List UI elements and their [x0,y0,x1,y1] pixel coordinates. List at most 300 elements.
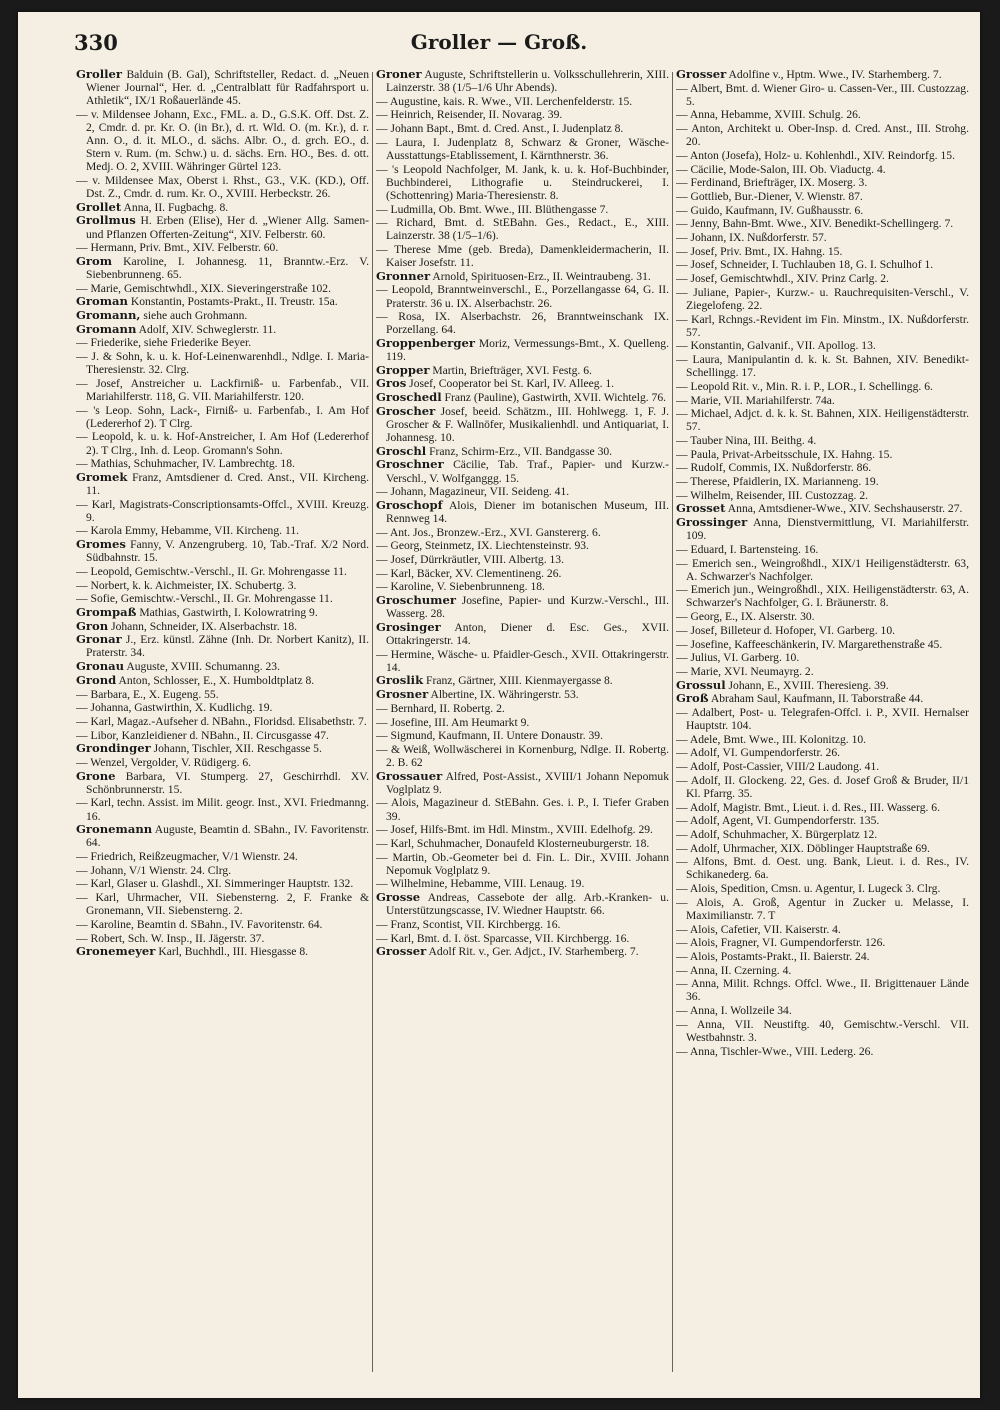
directory-entry [76,715,369,728]
entry-text: — Alfons, Bmt. d. Oest. ung. Bank, Lieut. i. d. Res., IV. Schikanederg. 6a. [676,855,969,882]
entry-text: Anna, Amtsdiener-Wwe., XIV. Sechshauserstr. 27. [725,502,963,516]
directory-entry [376,702,669,715]
entry-text: — v. Mildensee Max, Oberst i. Rhst., G3., V.K. (KD.), Off. Dst. Z., Cmdr. d. rum. Kr. O., XVIII. Herbeckstr. 26. [76,173,369,201]
entry-text: — Adolf, Magistr. Bmt., Lieut. i. d. Res., III. Wasserg. 6. [676,800,940,814]
directory-columns [76,68,976,1388]
entry-surname: Gronau [76,659,125,674]
directory-entry [376,891,669,917]
entry-text: Franz, Gärtner, XIII. Kienmayergasse 8. [423,674,613,688]
entry-surname: Groschner [376,457,444,472]
entry-text: — Ant. Jos., Bronzew.-Erz., XVI. Ganstererg. 6. [376,525,601,539]
directory-entry [76,174,369,200]
directory-entry [676,407,969,433]
entry-text: Martin, Briefträger, XVI. Festg. 6. [429,363,592,377]
entry-text: — Franz, Scontist, VII. Kirchbergg. 16. [376,917,561,931]
directory-entry [676,122,969,148]
page-number: 330 [74,30,118,55]
entry-text: Auguste, Schriftstellerin u. Volksschullehrerin, XIII. Lainzerstr. 38 (1/5–1/6 Uhr Abends). [386,68,669,95]
directory-entry [376,553,669,566]
directory-entry [676,1004,969,1017]
entry-text: — Martin, Ob.-Geometer bei d. Fin. L. Dir., XVIII. Johann Nepomuk Voglplatz 9. [376,850,669,877]
entry-text: — Ferdinand, Briefträger, IX. Moserg. 3. [676,176,868,190]
entry-text: — Anna, Tischler-Wwe., VIII. Lederg. 26. [676,1044,874,1058]
directory-entry [676,245,969,258]
directory-entry [376,122,669,135]
directory-entry [676,624,969,637]
directory-entry [76,688,369,701]
entry-surname: Groschopf [376,497,443,512]
directory-entry [376,377,669,390]
directory-entry [76,241,369,254]
directory-entry [676,977,969,1003]
entry-surname: Grollmus [76,213,136,228]
entry-text: — Adalbert, Post- u. Telegrafen-Offcl. i. P., XVII. Hernalser Hauptstr. 104. [676,705,969,733]
directory-entry [676,108,969,121]
directory-entry [676,950,969,963]
entry-text: — Heinrich, Reisender, II. Novarag. 39. [376,108,563,122]
entry-text: — & Weiß, Wollwäscherei in Kornenburg, Ndlge. II. Robertg. 2. B. 62 [376,742,669,769]
entry-text: — Leopold, Gemischtw.-Verschl., II. Gr. Mohrengasse 11. [76,564,347,578]
entry-text: Josef, Cooperator bei St. Karl, IV. Alleeg. 1. [406,377,615,391]
entry-text: — Josef, Schneider, I. Tuchlauben 18, G. I. Schulhof 1. [676,258,934,272]
entry-surname: Grondinger [76,741,151,756]
entry-text: — Mathias, Schuhmacher, IV. Lambrechtg. 18. [76,457,295,471]
directory-entry [676,82,969,108]
directory-entry [676,231,969,244]
entry-text: — Karl, Magistrats-Conscriptionsamts-Offcl., XVIII. Kreuzg. 9. [76,497,369,524]
directory-entry [76,498,369,524]
directory-entry [376,945,669,958]
directory-entry [76,729,369,742]
directory-entry [76,350,369,376]
entry-text: — Karl, Glaser u. Glashdl., XI. Simmeringer Hauptstr. 132. [76,877,354,891]
entry-text: H. Erben (Elise), Her d. „Wiener Allg. Samen- und Pflanzen Offerten-Zeitung“, XIV. Felberstr. 60. [86,214,369,241]
directory-entry [676,461,969,474]
directory-entry [76,457,369,470]
directory-entry [376,567,669,580]
directory-entry [76,404,369,430]
page-header [18,30,980,66]
directory-entry [376,770,669,796]
entry-text: — Augustine, kais. R. Wwe., VII. Lerchenfelderstr. 15. [376,94,633,108]
entry-text: Anna, II. Fugbachg. 8. [121,200,229,214]
entry-surname: Grossauer [376,768,443,783]
entry-surname: Grosset [676,501,726,516]
directory-entry [376,95,669,108]
entry-text: — Jenny, Bahn-Bmt. Wwe., XIV. Benedikt-Schellingerg. 7. [676,217,954,231]
directory-entry [676,583,969,609]
entry-text: — Wilhelm, Reisender, III. Custozzag. 2. [676,488,869,502]
directory-entry [676,760,969,773]
entry-text: — Georg, Steinmetz, IX. Liechtensteinstr. 93. [376,539,589,553]
entry-text: Arnold, Spirituosen-Erz., II. Weintraubeng. 31. [430,269,651,283]
directory-entry [376,594,669,620]
directory-entry [676,733,969,746]
directory-entry [76,864,369,877]
entry-text: — v. Mildensee Johann, Exc., FML. a. D., G.S.K. Off. Dst. Z. 2, Cmdr. d. pr. Kr. O. (in Br.), d. rt. Wld. O. (m. Kr.), d. r. Ann. O., d. it. MLO., d. sächs. Albr. O., d. grch. EO., d. Stern v. Rum. (m. Schw.) u. d. sächs. Ern. HO., Bes. d. ott. Medj. O. 2, XVIII. Währinger Gürtel 123. [76,107,369,174]
entry-text: Anna, Dienstvermittlung, VI. Mariahilferstr. 109. [686,516,969,543]
directory-entry [376,837,669,850]
entry-surname: Groß [676,691,709,706]
directory-entry [676,692,969,705]
entry-text: — Adolf, Agent, VI. Gumpendorferstr. 135. [676,814,880,828]
directory-entry [676,176,969,189]
directory-entry [376,823,669,836]
directory-entry [676,923,969,936]
directory-entry [76,68,369,107]
directory-entry [76,877,369,890]
directory-entry [676,502,969,515]
entry-text: Josef, beeid. Schätzm., III. Hohlwegg. 1, F. J. Groscher & F. Wallnöfer, Musikalienhdl. und Antiquariat, I. Johannesg. 10. [386,404,669,445]
entry-text: — Norbert, k. k. Aichmeister, IX. Schubertg. 3. [76,578,297,592]
directory-entry [676,665,969,678]
directory-entry [676,842,969,855]
directory-entry [76,214,369,240]
directory-entry [676,543,969,556]
entry-text: — Therese Mme (geb. Breda), Damenkleidermacherin, II. Kaiser Josefstr. 11. [376,242,669,270]
directory-entry [676,557,969,583]
directory-entry [76,606,369,619]
entry-text: — Ludmilla, Ob. Bmt. Wwe., III. Blüthengasse 7. [376,202,609,216]
entry-text: — Gottlieb, Bur.-Diener, V. Wienstr. 87. [676,190,863,203]
entry-surname: Groschl [376,443,427,458]
entry-surname: Gromek [76,469,128,484]
directory-entry [76,918,369,931]
column-divider [372,72,373,1372]
entry-surname: Grosser [676,68,727,81]
entry-surname: Grond [76,672,117,687]
directory-entry [76,756,369,769]
entry-text: — Josef, Gemischtwhdl., XIV. Prinz Carlg. 2. [676,272,889,286]
directory-page [18,12,980,1398]
directory-entry [376,485,669,498]
directory-entry [676,746,969,759]
directory-entry [76,579,369,592]
entry-surname: Groner [376,68,422,81]
entry-text: — Karoline, V. Siebenbrunneng. 18. [376,580,545,594]
entry-text: Franz (Pauline), Gastwirth, XVII. Wichtelg. 76. [441,391,667,405]
directory-entry [676,353,969,379]
entry-surname: Grollet [76,199,122,214]
entry-text: — Anna, I. Wollzeile 34. [676,1004,792,1018]
entry-text: — Laura, Manipulantin d. k. k. St. Bahnen, XIV. Benedikt-Schellingg. 17. [676,353,969,380]
entry-surname: Gromes [76,537,126,552]
directory-entry [76,633,369,659]
directory-entry [76,742,369,755]
directory-entry [676,896,969,922]
entry-text: — Laura, I. Judenplatz 8, Schwarz & Groner, Wäsche-Ausstattungs-Etablissement, I. Kärnthnerstr. 36. [376,135,669,162]
directory-entry [376,851,669,877]
directory-entry [76,850,369,863]
entry-surname: Groller [76,68,123,81]
entry-text: — Alois, Fragner, VI. Gumpendorferstr. 126. [676,936,886,950]
entry-text: — Cäcilie, Mode-Salon, III. Ob. Viaductg. 4. [676,162,886,176]
entry-text: Adolfine v., Hptm. Wwe., IV. Starhemberg. 7. [726,68,942,81]
entry-text: — Rosa, IX. Alserbachstr. 26, Branntweinschank IX. Porzellang. 64. [376,310,669,337]
entry-text: Auguste, XVIII. Schumanng. 23. [124,660,280,674]
directory-entry [76,524,369,537]
entry-text: — Emerich sen., Weingroßhdl., XIX/1 Heiligenstädterstr. 63, A. Schwarzer's Nachfolger. [676,556,969,583]
entry-text: — Wenzel, Vergolder, V. Rüdigerg. 6. [76,755,252,769]
entry-text: — Karoline, Beamtin d. SBahn., IV. Favoritenstr. 64. [76,917,323,931]
directory-entry [76,823,369,849]
directory-entry [376,688,669,701]
column-divider [672,72,673,1372]
entry-text: Alois, Diener im botanischen Museum, III. Rennweg 14. [386,498,669,525]
entry-text: — Friedrich, Reißzeugmacher, V/1 Wienstr. 24. [76,850,298,863]
entry-text: — 's Leop. Sohn, Lack-, Firniß- u. Farbenfab., I. Am Hof (Ledererhof 2). T Clrg. [76,403,369,430]
directory-entry [376,391,669,404]
entry-text: — Anna, II. Czerning. 4. [676,963,792,977]
directory-entry [376,310,669,336]
entry-text: Franz, Schirm-Erz., VII. Bandgasse 30. [426,444,613,458]
entry-text: — Anna, VII. Neustiftg. 40, Gemischtw.-Verschl. VII. Westbahnstr. 3. [676,1017,969,1044]
directory-entry [676,258,969,271]
entry-text: Andreas, Cassebote der allg. Arb.-Kranken- u. Unterstützungscasse, IV. Wiedner Hauptstr. 66. [386,891,669,918]
entry-text: — Adolf, Schuhmacher, X. Bürgerplatz 12. [676,827,878,841]
entry-surname: Grompaß [76,605,137,619]
entry-text: — Paula, Privat-Arbeitsschule, IX. Hahng. 15. [676,447,893,461]
directory-entry [376,405,669,444]
entry-text: Josefine, Papier- und Kurzw.-Verschl., III. Wasserg. 28. [386,594,669,621]
entry-text: Barbara, VI. Stumperg. 27, Geschirrhdl. XV. Schönbrunnerstr. 15. [86,769,369,796]
entry-surname: Grossinger [676,515,748,530]
directory-entry [76,323,369,336]
entry-text: — Karl, Bäcker, XV. Clementineng. 26. [376,566,562,580]
entry-text: — Alois, Postamts-Prakt., II. Baierstr. 24. [676,949,870,963]
directory-entry [376,674,669,687]
directory-entry [376,203,669,216]
entry-text: — J. & Sohn, k. u. k. Hof-Leinenwarenhdl., Ndlge. I. Maria-Theresienstr. 32. Clrg. [76,350,369,377]
entry-text: — Karl, Bmt. d. I. öst. Sparcasse, VII. Kirchbergg. 16. [376,931,630,945]
entry-text: Abraham Saul, Kaufmann, II. Taborstraße 44. [708,692,924,706]
directory-entry [376,458,669,484]
directory-entry [676,149,969,162]
entry-text: — Marie, VII. Mariahilferstr. 74a. [676,393,835,407]
entry-text: — Alois, Cafetier, VII. Kaiserstr. 4. [676,922,841,936]
directory-entry [76,620,369,633]
directory-entry [376,243,669,269]
entry-text: Karoline, I. Johannesg. 11, Branntw.-Erz. V. Siebenbrunneng. 65. [86,254,369,281]
directory-entry [676,814,969,827]
directory-entry [76,377,369,403]
entry-text: Auguste, Beamtin d. SBahn., IV. Favoritenstr. 64. [86,823,369,850]
entry-text: — Robert, Sch. W. Insp., II. Jägerstr. 37. [76,931,265,945]
directory-entry [76,932,369,945]
directory-entry [676,190,969,203]
directory-entry [676,68,969,81]
column-2 [376,68,669,1388]
entry-text: Johann, Tischler, XII. Reschgasse 5. [150,742,322,756]
entry-text: — Josefine, Kaffeeschänkerin, IV. Margarethenstraße 45. [676,637,943,651]
directory-entry [676,380,969,393]
entry-text: — Anna, Hebamme, XVIII. Schulg. 26. [676,108,861,122]
entry-text: — Wilhelmine, Hebamme, VIII. Lenaug. 19. [376,877,585,891]
directory-entry [376,932,669,945]
directory-entry [676,217,969,230]
entry-text: — Adolf, Uhrmacher, XIX. Döblinger Hauptstraße 69. [676,841,930,855]
entry-surname: Gronemeyer [76,944,156,959]
entry-text: — Barbara, E., X. Eugeng. 55. [76,687,219,701]
directory-entry [676,610,969,623]
directory-entry [676,774,969,800]
directory-entry [676,882,969,895]
entry-surname: Gronar [76,632,122,647]
directory-entry [676,679,969,692]
entry-text: Mathias, Gastwirth, I. Kolowratring 9. [136,606,318,619]
directory-entry [676,286,969,312]
directory-entry [376,580,669,593]
entry-text: — Karola Emmy, Hebamme, VII. Kircheng. 11. [76,524,300,538]
entry-surname: Grossul [676,677,726,692]
directory-entry [76,538,369,564]
entry-text: — Konstantin, Galvanif., VII. Apollog. 13. [676,339,876,353]
entry-text: — Anna, Milit. Rchngs. Offcl. Wwe., II. Brigittenauer Lände 36. [676,977,969,1004]
entry-surname: Gropper [376,362,430,377]
entry-surname: Gros [376,376,407,391]
entry-surname: Grosinger [376,619,441,634]
entry-text: siehe auch Grohmann. [140,309,248,323]
directory-entry [676,964,969,977]
entry-surname: Groscher [376,403,436,418]
entry-text: — Richard, Bmt. d. StEBahn. Ges., Redact., E., XIII. Lainzerstr. 38 (1/5–1/6). [376,216,669,243]
entry-surname: Groslik [376,673,424,688]
entry-text: — Albert, Bmt. d. Wiener Giro- u. Cassen-Ver., III. Custozzag. 5. [676,81,969,108]
entry-text: — Eduard, I. Bartensteing. 16. [676,542,819,556]
directory-entry [376,445,669,458]
entry-surname: Gromann [76,321,137,336]
directory-entry [76,282,369,295]
entry-surname: Gronemann [76,822,153,837]
directory-entry [676,855,969,881]
directory-entry [76,770,369,796]
entry-text: — Leopold, Branntweinverschl., E., Porzellangasse 64, G. II. Praterstr. 36 u. IX. Alserbachstr. 26. [376,283,669,310]
entry-text: Balduin (B. Gal), Schriftsteller, Redact. d. „Neuen Wiener Journal“, Her. d. „Centralblatt für Radfahrsport u. Athletik“, IX/1 Roßauerlände 45. [86,68,369,108]
directory-entry [376,68,669,94]
directory-entry [676,638,969,651]
directory-entry [76,108,369,173]
entry-text: — Alois, Magazineur d. StEBahn. Ges. i. P., I. Tiefer Graben 39. [376,796,669,823]
entry-text: — Johann, Magazineur, VII. Seideng. 41. [376,485,570,499]
directory-entry [676,394,969,407]
entry-text: — Johann Bapt., Bmt. d. Cred. Anst., I. Judenplatz 8. [376,122,624,136]
directory-entry [376,270,669,283]
entry-text: J., Erz. künstl. Zähne (Inh. Dr. Norbert Kanitz), II. Praterstr. 34. [86,633,369,660]
entry-text: — Hermann, Priv. Bmt., XIV. Felberstr. 60. [76,241,279,255]
directory-entry [376,539,669,552]
entry-text: Franz, Amtsdiener d. Cred. Anst., VII. Kircheng. 11. [86,470,369,497]
entry-surname: Groschedl [376,390,442,405]
column-1 [76,68,369,1388]
entry-surname: Grosner [376,687,429,702]
directory-entry [676,1045,969,1058]
entry-text: — Julius, VI. Garberg. 10. [676,651,800,665]
entry-text: — 's Leopold Nachfolger, M. Jank, k. u. k. Hof-Buchbinder, Buchbinderei, Lithografie u. Steindruckerei, I. (Schottenring) Maria-Theresienstr. 8. [376,162,669,202]
column-3 [676,68,969,1388]
directory-entry [76,309,369,322]
directory-entry [676,475,969,488]
entry-text: — Alois, Spedition, Cmsn. u. Agentur, I. Lugeck 3. Clrg. [676,882,941,896]
directory-entry [676,204,969,217]
entry-text: Karl, Buchhdl., III. Hiesgasse 8. [155,945,309,959]
directory-entry [676,828,969,841]
entry-text: — Josef, Anstreicher u. Lackfirniß- u. Farbenfab., VII. Mariahilferstr. 118, G. VII. Mariahilferstr. 120. [76,376,369,403]
directory-entry [376,918,669,931]
entry-text: — Adele, Bmt. Wwe., III. Kolonitzg. 10. [676,732,867,746]
entry-text: — Libor, Kanzleidiener d. NBahn., II. Circusgasse 47. [76,728,329,742]
entry-text: Albertine, IX. Währingerstr. 53. [428,688,579,702]
entry-text: — Emerich jun., Weingroßhdl., XIX. Heiligenstädterstr. 63, A. Schwarzer's Nachfolger, G. I. Bräunerstr. 8. [676,583,969,610]
entry-text: Konstantin, Postamts-Prakt., II. Treustr. 15a. [127,295,338,309]
entry-text: Cäcilie, Tab. Traf., Papier- und Kurzw.-Verschl., V. Wolfganggg. 15. [386,458,669,485]
entry-text: — Leopold Rit. v., Min. R. i. P., LOR., I. Schellingg. 6. [676,379,933,393]
directory-entry [676,651,969,664]
entry-surname: Groschumer [376,593,456,608]
entry-text: — Josef, Hilfs-Bmt. im Hdl. Minstm., XVIII. Edelhofg. 29. [376,823,653,837]
directory-entry [376,163,669,202]
directory-entry [376,364,669,377]
directory-entry [76,592,369,605]
directory-entry [76,430,369,456]
entry-text: Anton, Schlosser, E., X. Humboldtplatz 8. [116,673,315,687]
directory-entry [376,283,669,309]
entry-surname: Groman [76,294,128,309]
entry-text: — Josef, Priv. Bmt., IX. Hahng. 15. [676,244,843,258]
directory-entry [376,648,669,674]
directory-entry [76,891,369,917]
entry-text: — Hermine, Wäsche- u. Pfaidler-Gesch., XVII. Ottakringerstr. 14. [376,647,669,674]
directory-entry [376,729,669,742]
entry-text: — Anton, Architekt u. Ober-Insp. d. Cred. Anst., III. Strohg. 20. [676,122,969,149]
directory-entry [676,936,969,949]
entry-surname: Gron [76,618,109,633]
directory-entry [676,272,969,285]
entry-surname: Grone [76,768,116,783]
directory-entry [376,796,669,822]
directory-entry [676,489,969,502]
entry-text: — Karl, Uhrmacher, VII. Siebensterng. 2, F. Franke & Gronemann, VII. Siebensterng. 2. [76,891,369,918]
directory-entry [76,201,369,214]
entry-text: — Johanna, Gastwirthin, X. Kudlichg. 19. [76,701,273,715]
directory-entry [376,877,669,890]
directory-entry [376,621,669,647]
entry-text: — Josefine, III. Am Heumarkt 9. [376,715,530,729]
entry-text: — Karl, Rchngs.-Revident im Fin. Minstm., IX. Nußdorferstr. 57. [676,312,969,339]
directory-entry [676,163,969,176]
directory-entry [376,108,669,121]
running-head: Groller — Groß. [410,30,588,54]
entry-text: — Karl, Schuhmacher, Donaufeld Klosterneuburgerstr. 18. [376,836,650,850]
entry-text: — Michael, Adjct. d. k. k. St. Bahnen, XIX. Heiligenstädterstr. 57. [676,407,969,434]
entry-text: — Rudolf, Commis, IX. Nußdorferstr. 86. [676,461,872,475]
directory-entry [76,295,369,308]
entry-text: — Josef, Billeteur d. Hofoper, VI. Garberg. 10. [676,623,896,637]
entry-text: — Johann, V/1 Wienstr. 24. Clrg. [76,863,232,877]
directory-entry [676,706,969,732]
entry-text: — Juliane, Papier-, Kurzw.- u. Rauchrequisiten-Verschl., V. Ziegelofeng. 22. [676,285,969,312]
directory-entry [76,336,369,349]
directory-entry [376,743,669,769]
entry-surname: Grosser [376,944,427,959]
entry-text: — Leopold, k. u. k. Hof-Anstreicher, I. Am Hof (Ledererhof 2). T Clrg., Inh. d. Leop. Gromann's Sohn. [76,430,369,457]
entry-text: — Adolf, VI. Gumpendorferstr. 26. [676,746,841,760]
entry-text: Johann, Schneider, IX. Alserbachstr. 18. [108,619,298,633]
directory-entry [376,526,669,539]
entry-text: Adolf Rit. v., Ger. Adjct., IV. Starhemberg. 7. [426,945,639,959]
directory-entry [676,801,969,814]
entry-text: — Adolf, II. Glockeng. 22, Ges. d. Josef Groß & Bruder, II/1 Kl. Pfarrg. 35. [676,773,969,800]
entry-text: Fanny, V. Anzengruberg. 10, Tab.-Traf. X/2 Nord. Südbahnstr. 15. [86,538,369,565]
